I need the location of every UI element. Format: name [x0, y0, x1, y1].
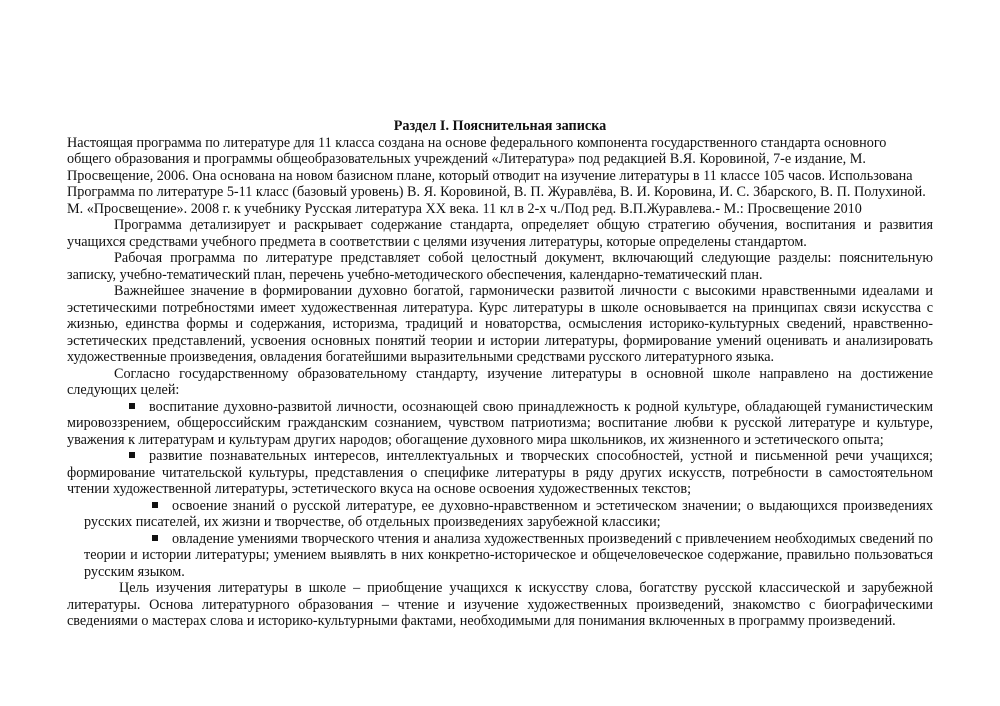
goal-item [67, 399, 933, 449]
goal-item [67, 448, 933, 498]
bullet-icon [152, 502, 158, 508]
goal-text: освоение знаний о русской литературе, ее духовно-нравственном и эстетическом значении; о выдающихся произведениях русских писателей, их жизни и творчестве, об отдельных произведениях зарубежной классики; [84, 497, 933, 530]
goal-text: овладение умениями творческого чтения и анализа художественных произведений с привлечением необходимых сведений по теории и истории литературы; умением выявлять в них конкретно-историческое и общечеловеческое содержание, правильно пользоваться русским языком. [84, 530, 933, 580]
bullet-icon [129, 452, 135, 458]
importance-paragraph: Важнейшее значение в формировании духовно богатой, гармонически развитой личности с высокими нравственными идеалами и эстетическими потребностями имеет художественная литература. Курс литературы в школе основывается на принципах связи искусства с жизнью, единства формы и содержания, историзма, традиций и новаторства, осмысления историко-культурных сведений, нравственно-эстетических представлений, усвоения основных понятий теории и истории литературы, формирование умений оценивать и анализировать художественные произведения, овладения богатейшими выразительными средствами русского литературного языка. [67, 283, 933, 365]
work-program-paragraph: Рабочая программа по литературе представляет собой целостный документ, включающий следующие разделы: пояснительную записку, учебно-тематический план, перечень учебно-методического обеспечения, календарно-тематический план. [67, 250, 933, 283]
goal-paragraph: Цель изучения литературы в школе – приобщение учащихся к искусству слова, богатству русской классической и зарубежной литературы. Основа литературного образования – чтение и изучение художественных произведений, знакомство с биографическими сведениями о мастерах слова и историко-культурными фактами, необходимыми для понимания включенных в программу произведений. [67, 580, 933, 629]
goal-text: развитие познавательных интересов, интеллектуальных и творческих способностей, устной и письменной речи учащихся; формирование читательской культуры, представления о специфике литературы в ряду других искусств, потребности в самостоятельном чтении художественной литературы, эстетического вкуса на основе освоения художественных текстов; [67, 448, 933, 497]
goals-list [67, 399, 933, 581]
bullet-icon [152, 535, 158, 541]
standard-paragraph: Согласно государственному образовательному стандарту, изучение литературы в основной школе направлено на достижение следующих целей: [67, 365, 933, 398]
document-body [67, 118, 933, 630]
goal-item [84, 531, 933, 581]
intro-paragraph: Настоящая программа по литературе для 11 класса создана на основе федерального компонента государственного стандарта основного общего образования и программы общеобразовательных учреждений «Литература» под редакцией В.Я. Коровиной, 7-е издание, М. Просвещение, 2006. Она основана на новом базисном плане, который отводит на изучение литературы в 11 классе 105 часов. Использована Программа по литературе 5-11 класс (базовый уровень) В. Я. Коровиной, В. П. Журавлёва, В. И. Коровина, И. С. Збарского, В. П. Полухиной. М. «Просвещение». 2008 г. к учебнику Русская литература ХХ века. 11 кл в 2-х ч./Под ред. В.П.Журавлева.- М.: Просвещение 2010 [67, 134, 926, 217]
program-paragraph: Программа детализирует и раскрывает содержание стандарта, определяет общую стратегию обучения, воспитания и развития учащихся средствами учебного предмета в соответствии с целями изучения литературы, которые определены стандартом. [67, 217, 933, 250]
goal-item [84, 498, 933, 531]
goal-text: воспитание духовно-развитой личности, осознающей свою принадлежность к родной культуре, обладающей гуманистическим мировоззрением, общероссийским гражданским сознанием, чувством патриотизма; воспитание любви к русской литературе и культуре, уважения к литературам и культурам других народов; обогащение духовного мира школьников, их жизненного и эстетического опыта; [67, 398, 933, 448]
bullet-icon [129, 403, 135, 409]
section-heading: Раздел I. Пояснительная записка [393, 118, 607, 134]
